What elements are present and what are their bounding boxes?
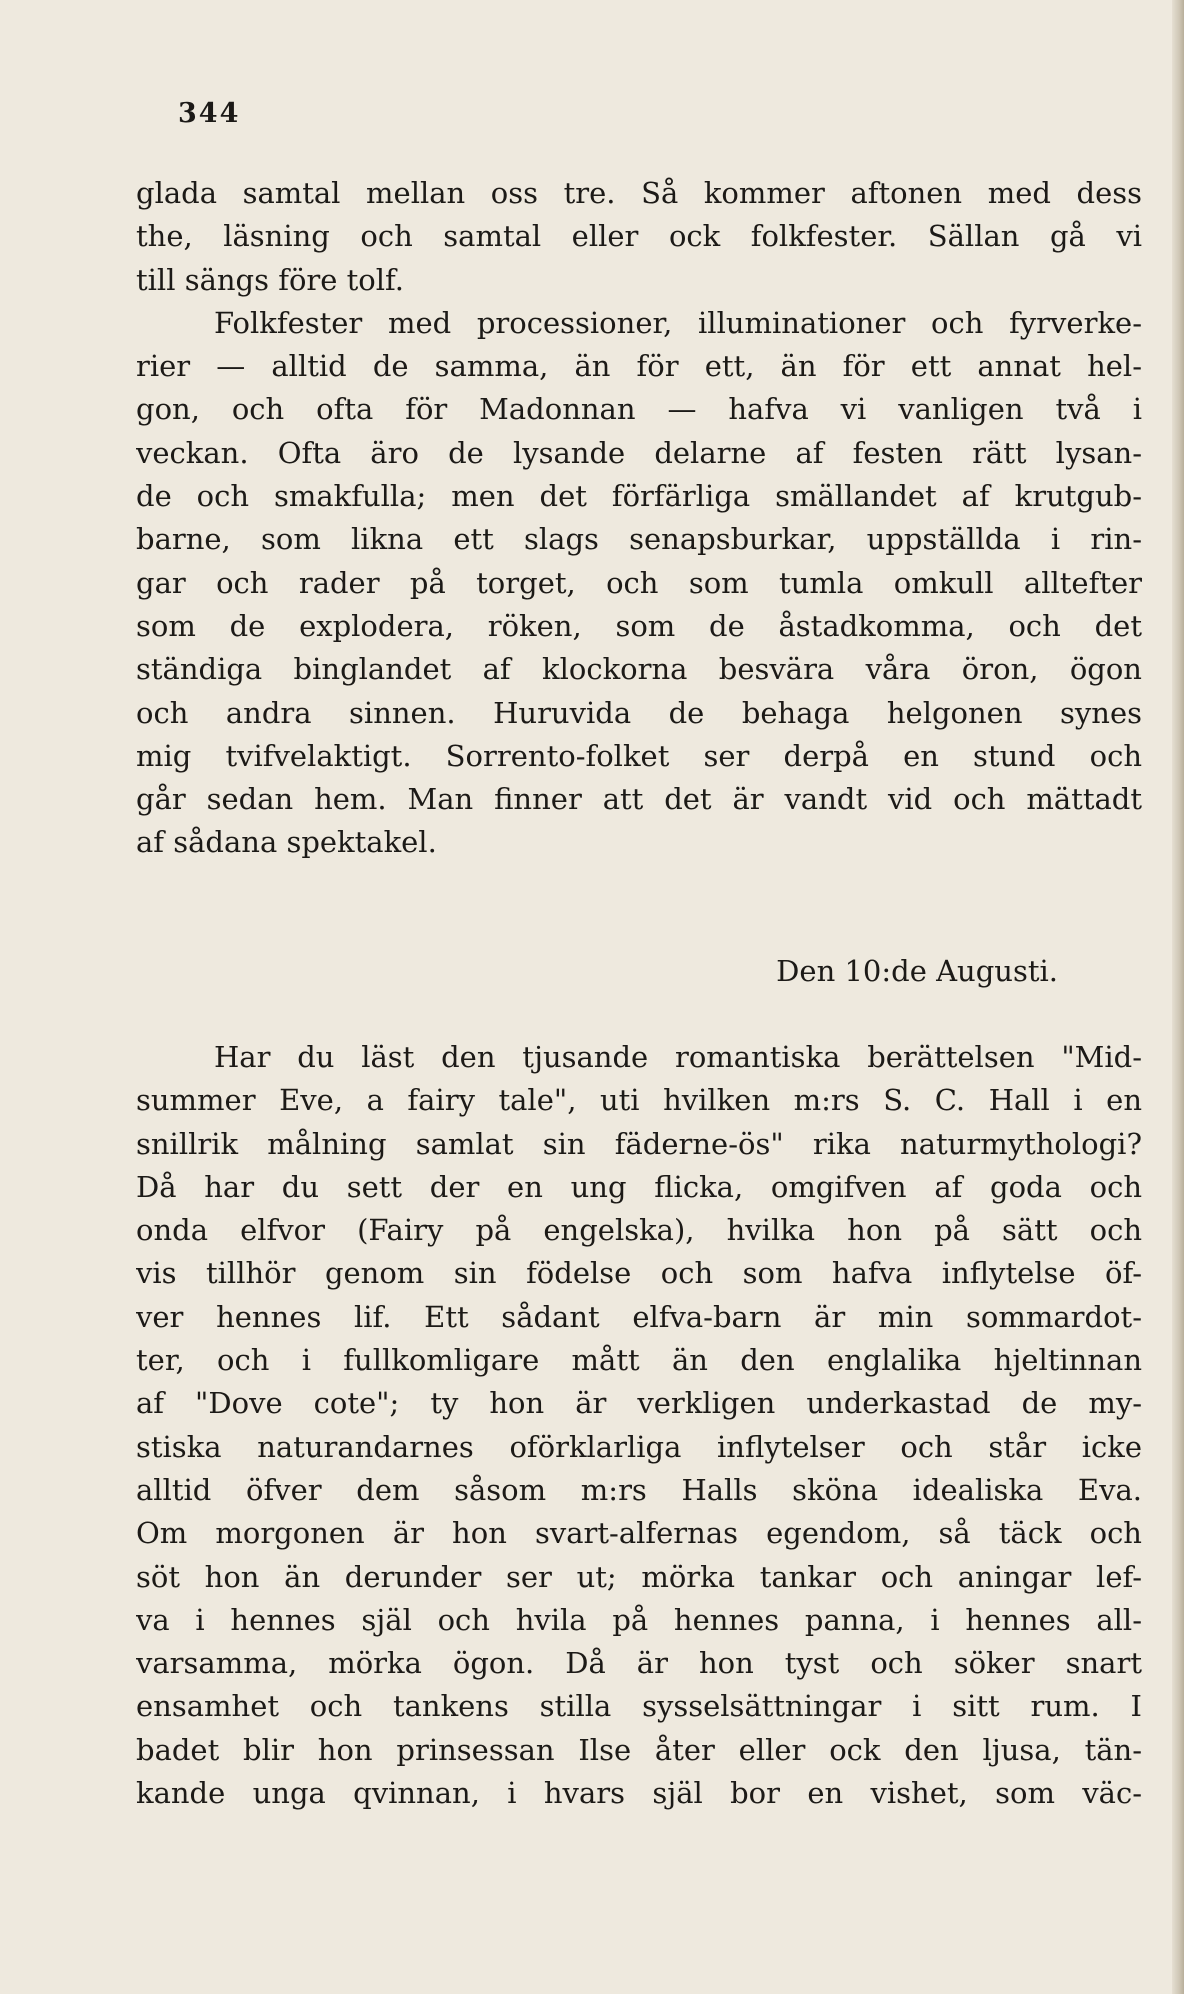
text-line: onda elfvor (Fairy på engelska), hvilka hon på sätt och — [136, 1213, 1142, 1248]
text-line: gon, och ofta för Madonnan — hafva vi vanligen två i — [136, 392, 1142, 427]
text-line: barne, som likna ett slags senapsburkar, uppställda i rin- — [136, 522, 1142, 557]
text-line: af "Dove cote"; ty hon är verkligen underkastad de my- — [136, 1386, 1142, 1421]
text-line: Då har du sett der en ung flicka, omgifven af goda och — [136, 1169, 1142, 1204]
text-line: ver hennes lif. Ett sådant elfva-barn är min sommardot- — [136, 1299, 1142, 1334]
paragraph-1 — [136, 172, 1142, 302]
text-line: vis tillhör genom sin födelse och som hafva inflytelse öf- — [136, 1256, 1142, 1291]
text-line: summer Eve, a fairy tale", uti hvilken m:rs S. C. Hall i en — [136, 1083, 1142, 1118]
text-line: veckan. Ofta äro de lysande delarne af festen rätt lysan- — [136, 435, 1142, 470]
text-line: som de explodera, röken, som de åstadkomma, och det — [136, 608, 1142, 643]
text-line: va i hennes själ och hvila på hennes panna, i hennes all- — [136, 1602, 1142, 1637]
text-line: alltid öfver dem såsom m:rs Halls sköna idealiska Eva. — [136, 1472, 1142, 1507]
text-line: de och smakfulla; men det förfärliga smällandet af krutgub- — [136, 479, 1142, 514]
text-block-top — [136, 172, 1142, 865]
text-block-bottom — [136, 1036, 1142, 1815]
text-line: söt hon än derunder ser ut; mörka tankar och aningar lef- — [136, 1559, 1142, 1594]
text-line: stiska naturandarnes oförklarliga inflytelser och står icke — [136, 1429, 1142, 1464]
text-line: gar och rader på torget, och som tumla omkull alltefter — [136, 565, 1142, 600]
text-line: ter, och i fullkomligare mått än den englalika hjeltinnan — [136, 1343, 1142, 1378]
text-line: kande unga qvinnan, i hvars själ bor en vishet, som väc- — [136, 1776, 1142, 1811]
paragraph-3 — [136, 1036, 1142, 1815]
text-line: går sedan hem. Man finner att det är vandt vid och mättadt — [136, 782, 1142, 817]
paragraph-2 — [136, 302, 1142, 865]
text-line: badet blir hon prinsessan Ilse åter eller ock den ljusa, tän- — [136, 1732, 1142, 1767]
text-line: till sängs före tolf. — [136, 262, 404, 297]
text-line: af sådana spektakel. — [136, 825, 437, 860]
text-line: ständiga binglandet af klockorna besvära våra öron, ögon — [136, 652, 1142, 687]
page-edge-shadow — [1172, 0, 1184, 1994]
text-line: och andra sinnen. Huruvida de behaga helgonen synes — [136, 695, 1142, 730]
dateline: Den 10:de Augusti. — [776, 954, 1058, 988]
text-line: varsamma, mörka ögon. Då är hon tyst och söker snart — [136, 1646, 1142, 1681]
text-line: mig tvifvelaktigt. Sorrento-folket ser derpå en stund och — [136, 738, 1142, 773]
text-line: ensamhet och tankens stilla sysselsättningar i sitt rum. I — [136, 1689, 1142, 1724]
page-number: 344 — [178, 98, 241, 129]
text-line: the, läsning och samtal eller ock folkfester. Sällan gå vi — [136, 219, 1142, 254]
text-line: rier — alltid de samma, än för ett, än för ett annat hel- — [136, 349, 1142, 384]
text-line: Folkfester med processioner, illuminationer och fyrverke- — [214, 305, 1142, 340]
text-line: Om morgonen är hon svart-alfernas egendom, så täck och — [136, 1516, 1142, 1551]
text-line: Har du läst den tjusande romantiska berättelsen "Mid- — [214, 1040, 1142, 1074]
text-line: glada samtal mellan oss tre. Så kommer aftonen med dess — [136, 176, 1142, 210]
text-line: snillrik målning samlat sin fäderne-ös" rika naturmythologi? — [136, 1126, 1142, 1161]
